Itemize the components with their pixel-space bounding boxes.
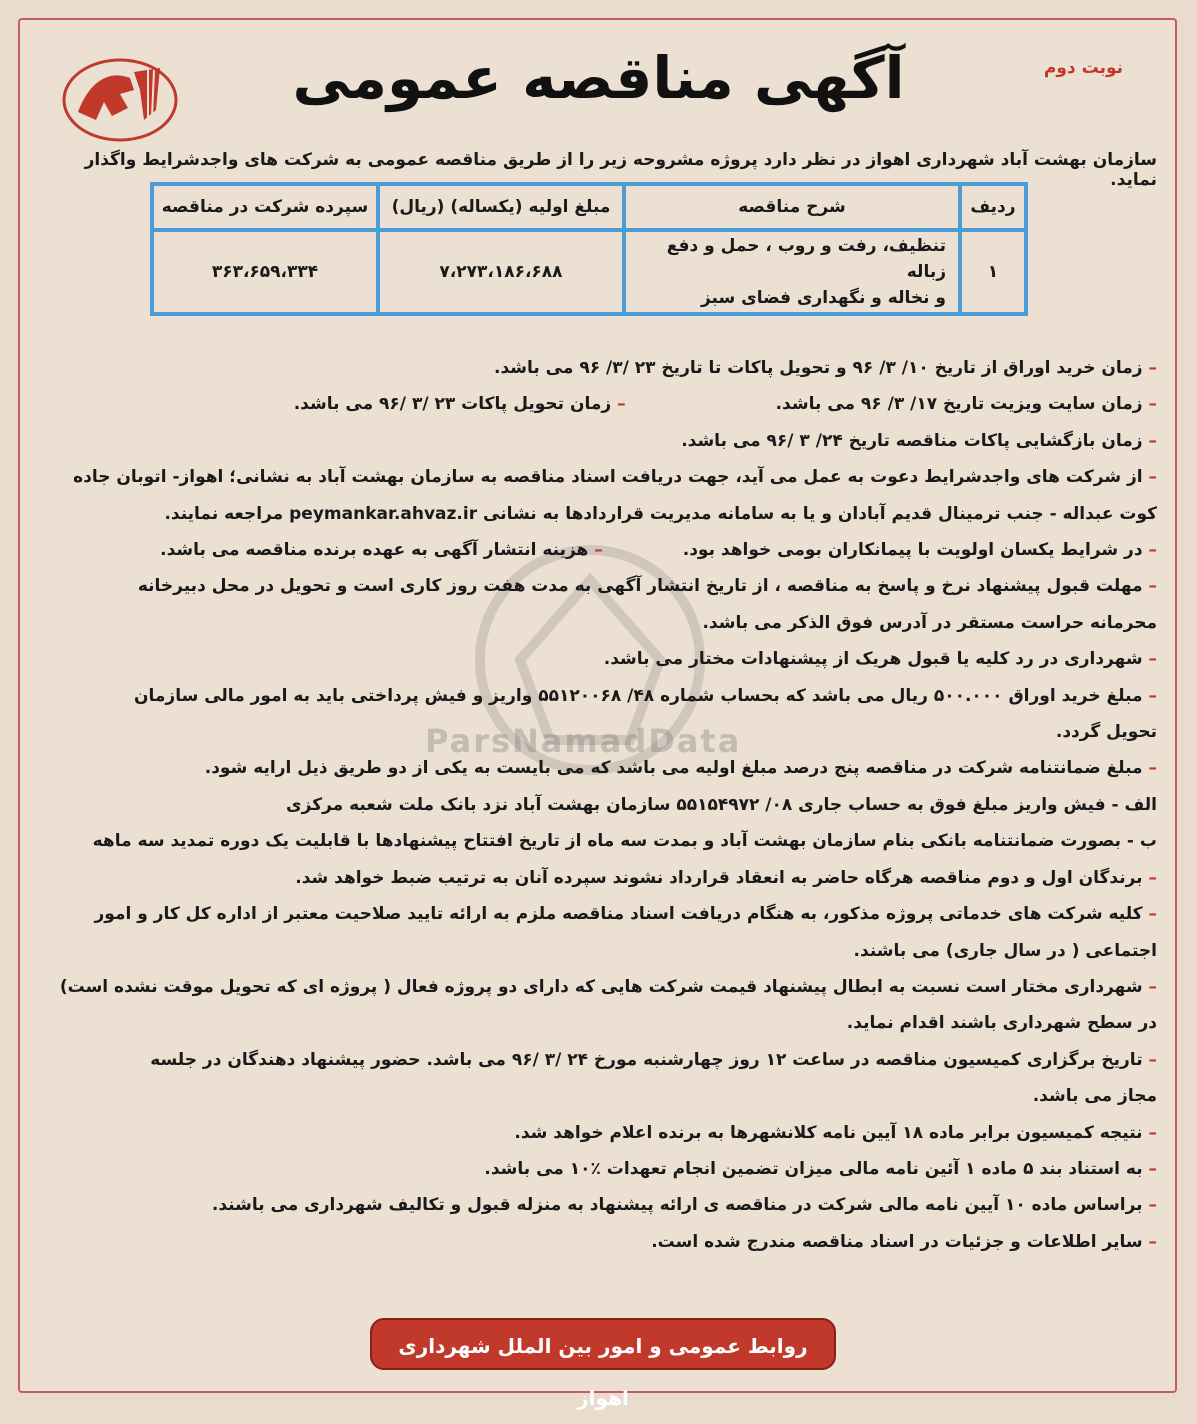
description-line: تنظیف، رفت و روب ، حمل و دفع زباله	[666, 236, 946, 282]
bullet-dash-icon: –	[1142, 867, 1157, 888]
bullet-dash-icon: –	[611, 394, 626, 415]
description-line: و نخاله و نگهداری فضای سبز	[700, 288, 946, 308]
bullet-dash-icon: –	[1142, 540, 1157, 561]
header-description: شرح مناقصه	[624, 184, 960, 230]
bullet-dash-icon: –	[1142, 904, 1157, 925]
bullet-dash-icon: –	[1142, 685, 1157, 706]
cell-description	[624, 230, 960, 314]
bullet-dash-icon: –	[1142, 430, 1157, 451]
clause: – شهرداری در رد کلیه یا قبول هریک از پیشنهادات مختار می باشد.	[603, 649, 1157, 670]
clause: – نتیجه کمیسیون برابر ماده ۱۸ آیین نامه کلانشهرها به برنده اعلام خواهد شد.	[514, 1122, 1157, 1143]
clause-continued: در سطح شهرداری باشند اقدام نماید.	[846, 1013, 1157, 1034]
cell-initial-amount: ۷،۲۷۳،۱۸۶،۶۸۸	[378, 230, 624, 314]
contracts-portal-link[interactable]: peymankar.ahvaz.ir	[289, 503, 478, 524]
table-header-row	[152, 184, 1026, 230]
bullet-dash-icon: –	[1142, 1231, 1157, 1252]
bullet-dash-icon: –	[1142, 394, 1157, 415]
cell-row-number: ۱	[960, 230, 1026, 314]
bullet-dash-icon: –	[1142, 467, 1157, 488]
table-row	[152, 230, 1026, 314]
clause: – شهرداری مختار است نسبت به ابطال پیشنهاد قیمت شرکت هایی که دارای دو پروژه فعال ( پروژه ای که تحویل موقت نشده است)	[59, 976, 1157, 997]
cell-deposit: ۳۶۳،۶۵۹،۳۳۴	[152, 230, 378, 314]
clause: – کلیه شرکت های خدماتی پروژه مذکور، به هنگام دریافت اسناد مناقصه ملزم به ارائه تایید صلاحیت معتبر از اداره کل کار و امور	[94, 904, 1157, 925]
clause-option: ب - بصورت ضمانتنامه بانکی بنام سازمان بهشت آباد و بمدت سه ماه از تاریخ افتتاح پیشنهادها با قابلیت یک دوره تمدید سه ماهه	[92, 831, 1157, 852]
bullet-dash-icon: –	[1142, 576, 1157, 597]
intro-text: سازمان بهشت آباد شهرداری اهواز در نظر دارد پروژه مشروحه زیر را از طریق مناقصه عمومی به شرکت های واجدشرایط واگذار نماید.	[84, 150, 1157, 190]
clause-continued: کوت عبداله - جنب ترمینال قدیم آبادان و یا به سامانه مدیریت قراردادها به نشانی peymankar.ahvaz.ir مراجعه نمایند.	[164, 503, 1157, 524]
bullet-dash-icon: –	[588, 540, 603, 561]
clause: – مبلغ خرید اوراق ۵۰۰.۰۰۰ ریال می باشد که بحساب شماره ۴۸/ ۵۵۱۲۰۰۶۸ واریز و فیش پرداختی باید به امور مالی سازمان	[134, 685, 1157, 706]
bullet-dash-icon: –	[1142, 758, 1157, 779]
clause: – در شرایط یکسان اولویت با پیمانکاران بومی خواهد بود.– هزینه انتشار آگهی به عهده برنده مناقصه می باشد.	[160, 540, 1157, 561]
clause: – زمان بازگشایی پاکات مناقصه تاریخ ۲۴/ ۳ /۹۶ می باشد.	[681, 430, 1157, 451]
clause: – مهلت قبول پیشنهاد نرخ و پاسخ به مناقصه ، از تاریخ انتشار آگهی به مدت هفت روز کاری است و تحویل در محل دبیرخانه	[137, 576, 1157, 597]
clause: – مبلغ ضمانتنامه شرکت در مناقصه پنج درصد مبلغ اولیه می باشد که می بایست به یکی از دو طریق ذیل ارایه شود.	[204, 758, 1157, 779]
bullet-dash-icon: –	[1142, 1049, 1157, 1070]
header-deposit: سپرده شرکت در مناقصه	[152, 184, 378, 230]
clause: – تاریخ برگزاری کمیسیون مناقصه در ساعت ۱۲ روز چهارشنبه مورخ ۲۴ /۳ /۹۶ می باشد. حضور پیشنهاد دهندگان در جلسه	[150, 1049, 1157, 1070]
footer-publisher-banner: روابط عمومی و امور بین الملل شهرداری اهواز	[370, 1318, 836, 1370]
notice-body	[57, 350, 1157, 1260]
bullet-dash-icon: –	[1142, 649, 1157, 670]
bullet-dash-icon: –	[1142, 976, 1157, 997]
clause-continued: محرمانه حراست مستقر در آدرس فوق الذکر می باشد.	[702, 612, 1157, 633]
header-initial-amount: مبلغ اولیه (یکساله) (ریال)	[378, 184, 624, 230]
tender-table	[150, 182, 1028, 316]
clause-continued: تحویل گردد.	[1055, 722, 1157, 743]
bullet-dash-icon: –	[1142, 1122, 1157, 1143]
clause: – سایر اطلاعات و جزئیات در اسناد مناقصه مندرج شده است.	[651, 1231, 1157, 1252]
clause: – براساس ماده ۱۰ آیین نامه مالی شرکت در مناقصه ی ارائه پیشنهاد به منزله قبول و تکالیف شهرداری می باشند.	[211, 1195, 1157, 1216]
clause: – زمان خرید اوراق از تاریخ ۱۰/ ۳/ ۹۶ و تحویل پاکات تا تاریخ ۲۳ /۳/ ۹۶ می باشد.	[493, 358, 1157, 378]
round-label: نوبت دوم	[1043, 58, 1123, 78]
clause: – زمان سایت ویزیت تاریخ ۱۷/ ۳/ ۹۶ می باشد.– زمان تحویل پاکات ۲۳ /۳ /۹۶ می باشد.	[293, 394, 1157, 415]
header-row-number: ردیف	[960, 184, 1026, 230]
bullet-dash-icon: –	[1142, 1195, 1157, 1216]
bullet-dash-icon: –	[1142, 1158, 1157, 1179]
notice-title: آگهی مناقصه عمومی	[292, 44, 905, 112]
clause: – به استناد بند ۵ ماده ۱ آئین نامه مالی میزان تضمین انجام تعهدات ٪۱۰ می باشد.	[484, 1158, 1157, 1179]
clause: – از شرکت های واجدشرایط دعوت به عمل می آید، جهت دریافت اسناد مناقصه به سازمان بهشت آباد به نشانی؛ اهواز- اتوبان جاده	[73, 467, 1157, 488]
clause-option: الف - فیش واریز مبلغ فوق به حساب جاری ۰۸/ ۵۵۱۵۴۹۷۲ سازمان بهشت آباد نزد بانک ملت شعبه مرکزی	[286, 794, 1157, 815]
bullet-dash-icon: –	[1142, 358, 1157, 378]
clause-continued: اجتماعی ( در سال جاری) می باشند.	[853, 940, 1157, 961]
clause: – برندگان اول و دوم مناقصه هرگاه حاضر به انعقاد قرارداد نشوند سپرده آنان به ترتیب ضبط خواهد شد.	[295, 867, 1157, 888]
clause-continued: مجاز می باشد.	[1032, 1086, 1157, 1107]
watermark-text: ParsNamadData	[425, 722, 742, 760]
